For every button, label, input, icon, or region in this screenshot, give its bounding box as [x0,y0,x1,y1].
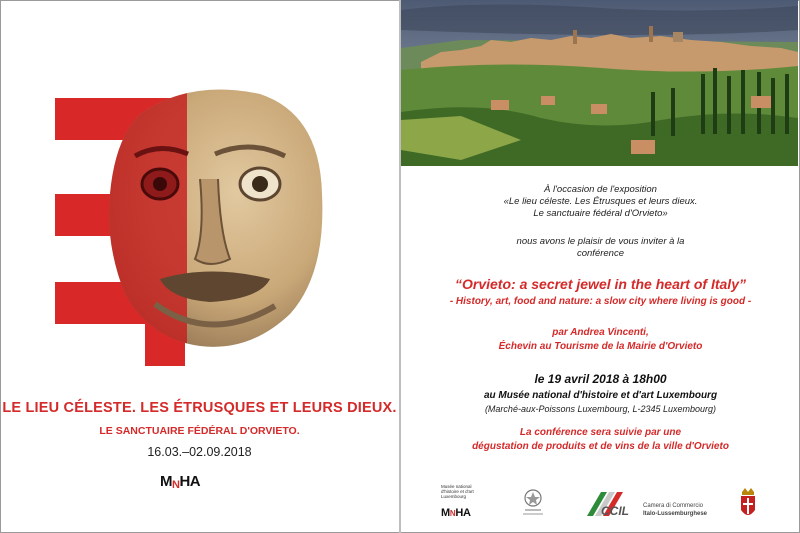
speaker-block [401,326,800,354]
exhibition-poster [0,0,399,533]
mnha-logo-m: M [160,473,172,490]
mnha-caption-line: Musée national [441,484,472,489]
invite-line: conférence [576,248,624,259]
embassy-emblem-icon [521,488,545,525]
mnha-small-m: M [441,507,450,519]
orvieto-crest-icon [739,486,757,527]
talk-subtitle: - History, art, food and nature: a slow city where living is good - [449,296,752,307]
orvieto-landscape-photo [401,0,798,166]
mnha-logo-n: N [172,479,180,491]
event-date: le 19 avril 2018 à 18h00 [534,372,667,386]
intro-text [401,184,800,220]
ccil-name-line: Italo-Lussemburghese [643,511,708,517]
partner-mnha-logo [441,484,474,519]
ccil-name-line: Camera di Commercio [643,503,704,509]
invite-text [401,236,800,260]
event-venue: au Musée national d'histoire et d'art Luxembourg [483,390,718,401]
intro-line: À l'occasion de l'exposition [544,184,657,195]
mnha-caption-line: d'histoire et d'art [441,489,474,494]
etruscan-mask-image [100,84,328,354]
ccil-wordmark: CCIL [601,504,629,518]
mnha-logo-ha: HA [179,473,201,490]
speaker-role: Échevin au Tourisme de la Mairie d'Orvieto [498,341,703,352]
event-address: (Marché-aux-Poissons Luxembourg, L-2345 Luxembourg) [484,404,717,414]
followup-line: La conférence sera suivie par une [519,427,682,438]
speaker-name: par Andrea Vincenti, [552,327,649,338]
mnha-caption-line: Luxembourg [441,494,467,499]
mnha-logo [160,473,200,491]
intro-line: Le sanctuaire fédéral d'Orvieto» [533,208,668,219]
intro-line: «Le lieu céleste. Les Étrusques et leurs dieux. [503,196,698,207]
invitation-card [401,0,800,533]
followup-line: dégustation de produits et de vins de la ville d'Orvieto [472,441,729,452]
mnha-small-n: N [449,509,456,518]
followup-text [401,426,800,454]
mnha-small-ha: HA [455,507,471,519]
invite-line: nous avons le plaisir de vous inviter à la [516,236,685,247]
poster-subtitle: LE SANCTUAIRE FÉDÉRAL D'ORVIETO. [99,425,300,437]
poster-title: LE LIEU CÉLESTE. LES ÉTRUSQUES ET LEURS DIEUX. [2,400,397,416]
poster-dates: 16.03.–02.09.2018 [147,445,252,459]
talk-title: “Orvieto: a secret jewel in the heart of Italy” [455,276,746,292]
